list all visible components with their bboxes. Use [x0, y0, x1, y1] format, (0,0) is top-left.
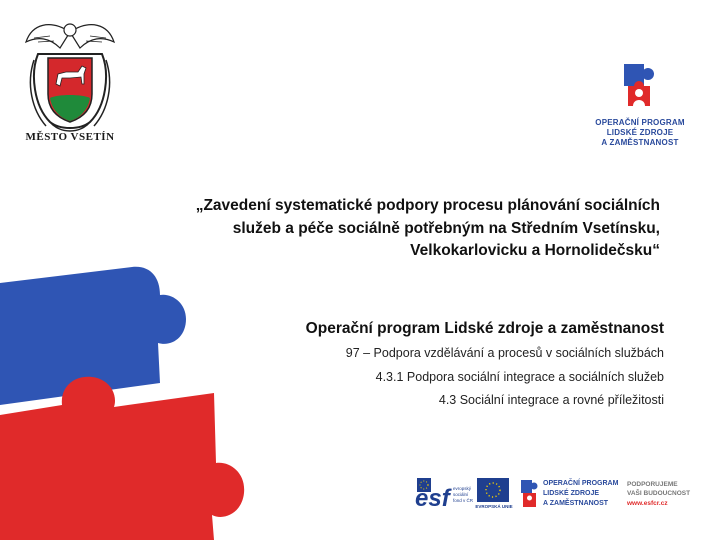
op-footer-puzzle-icon — [519, 478, 541, 512]
program-heading: Operační program Lidské zdroje a zaměstnanost — [305, 320, 664, 337]
esf-wordmark: esf — [415, 485, 450, 512]
slogan-line1: PODPORUJEME — [627, 481, 678, 488]
eu-label: EVROPSKÁ UNIE — [475, 504, 513, 509]
title-line-2: služeb a péče sociálně potřebným na Středním Vsetínsku, — [232, 219, 660, 237]
eu-flag-icon — [477, 478, 509, 502]
op-program-logo — [590, 60, 690, 152]
project-title — [100, 195, 660, 263]
title-line-3: Velkokarlovicku a Hornolidečsku“ — [410, 242, 660, 259]
city-coat-of-arms-logo — [20, 14, 120, 146]
city-name: MĚSTO VSETÍN — [25, 131, 115, 143]
program-line-1: 97 – Podpora vzdělávání a procesů v sociálních službách — [345, 346, 664, 360]
footer-logo-strip — [415, 476, 695, 516]
esf-logo — [415, 478, 474, 514]
op-footer-logo — [519, 478, 619, 514]
op-puzzle-icon — [620, 60, 660, 110]
slogan-logo — [627, 480, 695, 514]
op-footer-line3: A ZAMĚSTNANOST — [543, 500, 609, 507]
esf-subtitle: evropský sociální fond v ČR — [453, 486, 474, 503]
op-logo-line2: LIDSKÉ ZDROJE — [606, 128, 674, 137]
title-line-1: „Zavedení systematické podpory procesu plánování sociálních — [195, 197, 660, 214]
eu-logo — [477, 478, 511, 514]
slogan-line2: VAŠI BUDOUCNOST — [627, 490, 691, 497]
esf-url: www.esfcr.cz — [627, 500, 668, 507]
program-line-3: 4.3 Sociální integrace a rovné příležitosti — [438, 393, 664, 407]
program-line-2: 4.3.1 Podpora sociální integrace a sociálních služeb — [375, 370, 664, 384]
op-footer-line2: LIDSKÉ ZDROJE — [543, 490, 600, 497]
op-logo-line1: OPERAČNÍ PROGRAM — [595, 118, 685, 127]
op-footer-line1: OPERAČNÍ PROGRAM — [543, 480, 619, 487]
op-logo-line3: A ZAMĚSTNANOST — [601, 138, 679, 147]
